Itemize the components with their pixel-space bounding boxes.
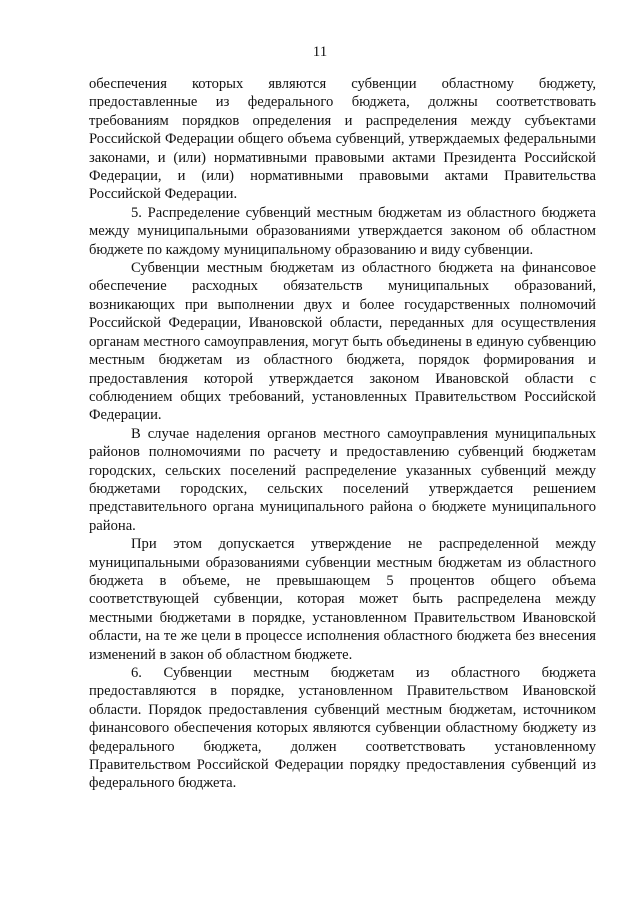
paragraph-undistributed-subvention: При этом допускается утверждение не распределенной между муниципальными образованиями субвенции местным бюджетам из областного бюджета в объеме, не превышающем 5 процентов общего объема соответствующей субвенции, которая может быть распределена между местными бюджетами в порядке, установленном Правительством Ивановской области, на те же цели в процессе исполнения областного бюджета без внесения изменений в закон об областном бюджете. <box>89 536 596 663</box>
paragraph-clause-5: 5. Распределение субвенций местным бюджетам из областного бюджета между муниципальными образованиями утверждается законом об областном бюджете по каждому муниципальному образованию и виду субвенции. <box>89 204 596 258</box>
page-number: 11 <box>312 44 328 60</box>
paragraph-clause-6: 6. Субвенции местным бюджетам из областного бюджета предоставляются в порядке, установленном Правительством Ивановской области. Порядок предоставления субвенций местным бюджетам, источником финансового обеспечения которых являются субвенции областному бюджету из федерального бюджета, должен соответствовать установленному Правительством Российской Федерации порядку предоставления субвенций из федерального бюджета. <box>89 665 596 792</box>
paragraph-continuation: обеспечения которых являются субвенции областному бюджету, предоставленные из федерального бюджета, должны соответствовать требованиям порядков определения и распределения между субъектами Российской Федерации общего объема субвенций, утверждаемых федеральными законами, и (или) нормативными правовыми актами Президента Российской Федерации, и (или) нормативными правовыми актами Правительства Российской Федерации. <box>89 76 596 203</box>
paragraph-unified-subvention: Субвенции местным бюджетам из областного бюджета на финансовое обеспечение расходных обязательств муниципальных образований, возникающих при выполнении двух и более государственных полномочий Российской Федерации, Ивановской области, переданных для осуществления органам местного самоуправления, могут быть объединены в единую субвенцию местным бюджетам из областного бюджета, порядок формирования и предоставления которой утверждается законом Ивановской области с соблюдением общих требований, установленных Правительством Российской Федерации. <box>89 260 596 424</box>
document-body <box>89 75 596 793</box>
paragraph-municipal-districts: В случае наделения органов местного самоуправления муниципальных районов полномочиями по расчету и предоставлению субвенций бюджетам городских, сельских поселений распределение указанных субвенций между бюджетами городских, сельских поселений утверждается решением представительного органа муниципального района о бюджете муниципального района. <box>89 425 596 534</box>
